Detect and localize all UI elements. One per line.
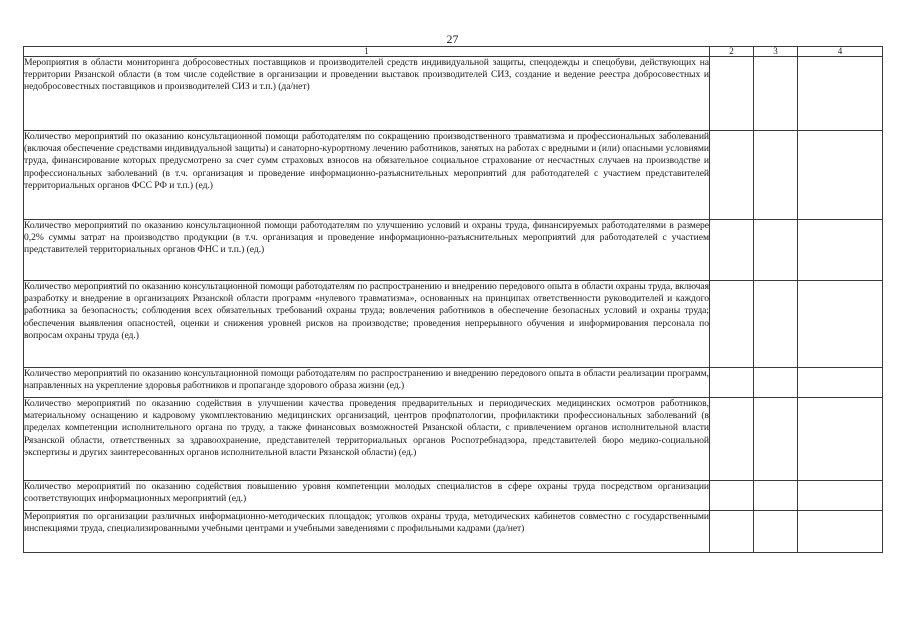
value-cell-col3 [754,57,798,131]
table-row [24,131,883,220]
value-cell-col2 [710,398,754,481]
table-row [24,57,883,131]
value-cell-col4 [798,368,883,398]
row-description: Количество мероприятий по оказанию содействия в улучшении качества проведения предварительных и периодических медицинских осмотров работников, материальному оснащению и кадровому укомплектованию медицинских организаций, центров профпатологии, профилактики профессиональных заболеваний (в пределах компетенции исполнительного органа по труду, а также финансовых возможностей Рязанской области, с привлечением органов исполнительной власти Рязанской области, ответственных за здравоохранение, представителей территориальных органов Роспотребнадзора, представителей бюро медико-социальной экспертизы и других заинтересованных органов исполнительной власти Рязанской области) (ед.) [24,398,710,481]
value-cell-col3 [754,398,798,481]
value-cell-col4 [798,131,883,220]
row-description: Мероприятия по организации различных информационно-методических площадок; уголков охраны труда, методических кабинетов совместно с государственными инспекциями труда, специализированными учебными центрами и учебными заведениями с профильными кадрами (да/нет) [24,511,710,553]
row-description: Мероприятия в области мониторинга добросовестных поставщиков и производителей средств индивидуальной защиты, спецодежды и спецобуви, действующих на территории Рязанской области (в том числе содействие в организации и проведении выставок производителей СИЗ, создание и ведение реестра добросовестных и недобросовестных поставщиков и производителей СИЗ и т.п.) (да/нет) [24,57,710,131]
table-row [24,220,883,281]
value-cell-col3 [754,481,798,511]
value-cell-col3 [754,511,798,553]
value-cell-col2 [710,131,754,220]
column-header-4: 4 [798,47,883,57]
value-cell-col2 [710,57,754,131]
value-cell-col4 [798,57,883,131]
value-cell-col2 [710,481,754,511]
row-description: Количество мероприятий по оказанию консультационной помощи работодателям по распространению и внедрению передового опыта в области охраны труда, включая разработку и внедрение в организациях Рязанской области программ «нулевого травматизма», основанных на принципах ответственности руководителей и каждого работника за безопасность; соблюдения всех обязательных требований охраны труда; вовлечения работников в обеспечение безопасных условий и охраны труда; обеспечения выявления опасностей, оценки и снижения уровней рисков на производстве; проведения непрерывного обучения и информирования персонала по вопросам охраны труда (ед.) [24,281,710,368]
value-cell-col2 [710,220,754,281]
row-description: Количество мероприятий по оказанию содействия повышению уровня компетенции молодых специалистов в сфере охраны труда посредством организации соответствующих информационных мероприятий (ед.) [24,481,710,511]
value-cell-col3 [754,281,798,368]
page-number: 27 [446,32,459,46]
value-cell-col4 [798,281,883,368]
value-cell-col3 [754,368,798,398]
value-cell-col2 [710,511,754,553]
table-row [24,398,883,481]
table-row [24,368,883,398]
value-cell-col2 [710,281,754,368]
row-description: Количество мероприятий по оказанию консультационной помощи работодателям по распространению и внедрению передового опыта в области реализации программ, направленных на укрепление здоровья работников и пропаганде здорового образа жизни (ед.) [24,368,710,398]
row-description: Количество мероприятий по оказанию консультационной помощи работодателям по сокращению производственного травматизма и профессиональных заболеваний (включая обеспечение средствами индивидуальной защиты) и санаторно-курортному лечению работников, занятых на работах с вредными и (или) опасными условиями труда, финансирование которых предусмотрено за счет сумм страховых взносов на обязательное социальное страхование от несчастных случаев на производстве и профессиональных заболеваний (в т.ч. организация и проведение информационно-разъяснительных мероприятий для работодателей с участием представителей территориальных органов ФСС РФ и т.п.) (ед.) [24,131,710,220]
table-row [24,281,883,368]
measures-table [23,46,883,553]
table-header-row [24,47,883,57]
table-row [24,511,883,553]
row-description: Количество мероприятий по оказанию консультационной помощи работодателям по улучшению условий и охраны труда, финансируемых работодателями в размере 0,2% суммы затрат на производство продукции (в т.ч. организация и проведение информационно-разъяснительных мероприятий для работодателей с участием представителей территориальных органов ФНС и т.п.) (ед.) [24,220,710,281]
column-header-3: 3 [754,47,798,57]
value-cell-col3 [754,131,798,220]
column-header-1: 1 [24,47,710,57]
value-cell-col4 [798,481,883,511]
column-header-2: 2 [710,47,754,57]
value-cell-col2 [710,368,754,398]
table-row [24,481,883,511]
value-cell-col3 [754,220,798,281]
value-cell-col4 [798,511,883,553]
value-cell-col4 [798,398,883,481]
value-cell-col4 [798,220,883,281]
